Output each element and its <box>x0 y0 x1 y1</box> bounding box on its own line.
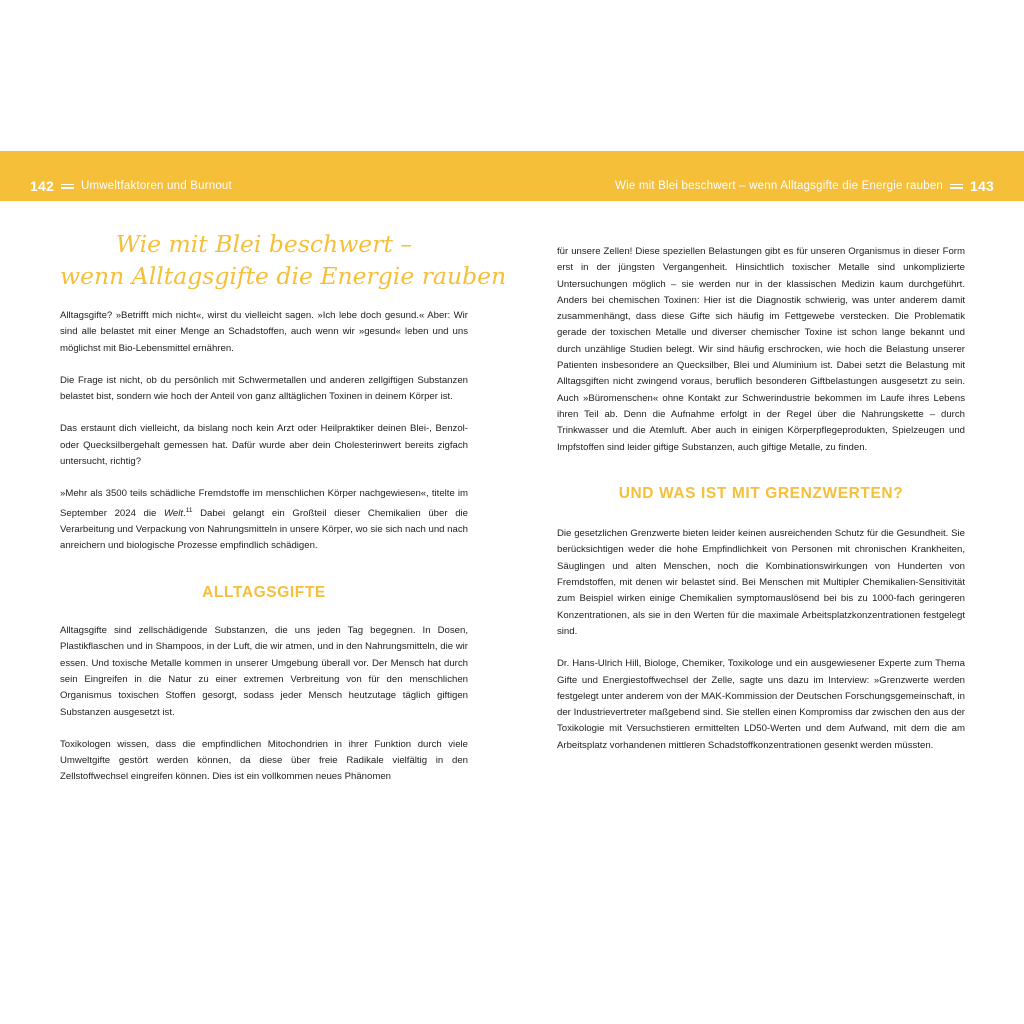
double-dash-ornament-icon <box>61 184 74 189</box>
chapter-title-line-1: Wie mit Blei beschwert – <box>115 230 413 258</box>
source-citation: Welt <box>164 507 184 519</box>
left-running-header <box>30 172 232 200</box>
section-heading: UND WAS IST MIT GRENZWERTEN? <box>618 484 904 502</box>
footnote-marker: 11 <box>185 506 193 514</box>
paragraph: für unsere Zellen! Diese speziellen Belastungen gibt es für unseren Organismus in dieser Form erst in der jüngsten Vergangenheit. Hinsichtlich toxischer Metalle sind unkomplizierte Untersuchungen möglich – sie werden nur in der klassischen Medizin kaum durchgeführt. Anders bei chemischen Toxinen: Hier ist die Diagnostik schwierig, was unter anderem damit zusammenhängt, dass diese Gifte sich häufig im Fettgewebe verstecken. Die Problematik gerade der toxischen Metalle und diverser chemischer Toxine ist schon lange bekannt und durch unzählige Studien belegt. Wir sind häufig erschrocken, wie hoch die Belastung unserer Patienten insbesondere an Quecksilber, Blei und Aluminium ist. Dabei setzt die Belastung mit Alltagsgiften nicht zwingend voraus, beruflich besonderen Giftbelastungen ausgesetzt zu sein. Auch »Büromenschen« ohne Kontakt zur Schwerindustrie bekommen im Laufe ihres Lebens ihren Teil ab. Denn die Aufnahme erfolgt in der Regel über die Nahrungskette – durch Trinkwasser und die Atemluft. Aber auch in einigen Körperpflegeprodukten, Spielzeugen und Impfstoffen sind leider giftige Substanzen, auch giftige Metalle, zu finden. <box>557 246 965 453</box>
paragraph: Die Frage ist nicht, ob du persönlich mit Schwermetallen und anderen zellgiftigen Substanzen belastet bist, sondern wie hoch der Anteil von ganz alltäglichen Toxinen in deinem Körper ist. <box>60 374 468 403</box>
left-running-title: Umweltfaktoren und Burnout <box>80 180 232 192</box>
paragraph-text: »Mehr als 3500 teils schädliche Fremdstoffe im menschlichen Körper nachgewiesen«, titelte im September 2024 die <box>60 488 468 519</box>
right-running-header <box>615 172 994 200</box>
right-running-title: Wie mit Blei beschwert – wenn Alltagsgifte die Energie rauben <box>615 180 944 192</box>
right-page-column <box>557 244 965 754</box>
paragraph: Toxikologen wissen, dass die empfindlichen Mitochondrien in ihrer Funktion durch viele Umweltgifte gestört werden können, da diese über freie Radikale vielfältig in den Zellstoffwechsel eingreifen können. Dies ist ein vollkommen neues Phänomen <box>60 738 468 783</box>
left-page-column <box>60 228 507 786</box>
section-heading: ALLTAGSGIFTE <box>202 583 326 601</box>
paragraph: Dr. Hans-Ulrich Hill, Biologe, Chemiker, Toxikologe und ein ausgewiesener Experte zum Thema Gifte und Energiestoffwechsel der Zelle, sagte uns dazu im Interview: »Grenzwerte werden festgelegt unter anderem von der MAK-Kommission der Deutschen Forschungsgemeinschaft, in der Industrievertreter maßgebend sind. Sie stellen einen Kompromiss dar zwischen den aus der Toxikologie mit Versuchstieren ermittelten LD50-Werten und dem Aufwand, mit dem die am Arbeitsplatz vorhandenen mittleren Schadstoffkonzentrationen gesenkt werden müssten. <box>557 658 965 751</box>
paragraph: Die gesetzlichen Grenzwerte bieten leider keinen ausreichenden Schutz für die Gesundheit. Sie berücksichtigen weder die hohe Empfindlichkeit von Personen mit chronischen Krankheiten, Säuglingen und alten Menschen, noch die Kombinationswirkungen von Hunderten von Fremdstoffen, mit denen wir belastet sind. Bei Menschen mit Multipler Chemikalien-Sensitivität zum Beispiel wirken einige Chemikalien symptomauslösend bei bis zu 1000-fach geringeren Konzentrationen, als sie in den Werten für die maximale Arbeitsplatzkonzentrationen festgelegt sind. <box>557 528 965 637</box>
paragraph: Das erstaunt dich vielleicht, da bislang noch kein Arzt oder Heilpraktiker deinen Blei-, Benzol- oder Quecksilbergehalt gemessen hat. Dafür wurde aber dein Cholesterinwert bereits zigfach untersucht, richtig? <box>60 423 468 468</box>
paragraph: Alltagsgifte sind zellschädigende Substanzen, die uns jeden Tag begegnen. In Dosen, Plastikflaschen und in Shampoos, in der Luft, die wir atmen, und in den Nahrungsmitteln, die wir essen. Und toxische Metalle kommen in unserer Umgebung überall vor. Der Mensch hat durch sein Eingreifen in die Natur zu einer extremen Verbreitung von für den menschlichen Organismus toxischen Stoffen gesorgt, sodass jeder Mensch heutzutage täglich giftigen Substanzen ausgesetzt ist. <box>60 625 468 718</box>
double-dash-ornament-icon <box>950 184 963 189</box>
left-page-number: 142 <box>30 178 54 194</box>
paragraph-with-citation: »Mehr als 3500 teils schädliche Fremdstoffe im menschlichen Körper nachgewiesen«, titelte im September 2024 die Welt.$^{11}$ Dabei gelangt ein Großteil dieser Chemikalien über die Verarbeitung und Verpackung von Nahrungsmitteln in unsere Körper, wo sie sich nach und nach anreichern und biologische Prozesse empfindlich schädigen. <box>60 488 468 552</box>
chapter-title-line-2: wenn Alltagsgifte die Energie rauben <box>60 262 507 290</box>
right-page-number: 143 <box>970 178 994 194</box>
paragraph: Alltagsgifte? »Betrifft mich nicht«, wirst du vielleicht sagen. »Ich lebe doch gesund.« Aber: Wir sind alle belastet mit einer Menge an Schadstoffen, auch wenn wir »gesund« leben und uns möglichst mit Bio-Lebensmittel ernähren. <box>60 310 468 354</box>
paragraph-text: Dabei gelangt ein Großteil dieser Chemikalien über die Verarbeitung und Verpackung von Nahrungsmitteln in unsere Körper, wo sie sich nach und nach anreichern und biologische Prozesse empfindlich schädigen. <box>60 507 468 552</box>
chapter-title <box>60 228 507 292</box>
